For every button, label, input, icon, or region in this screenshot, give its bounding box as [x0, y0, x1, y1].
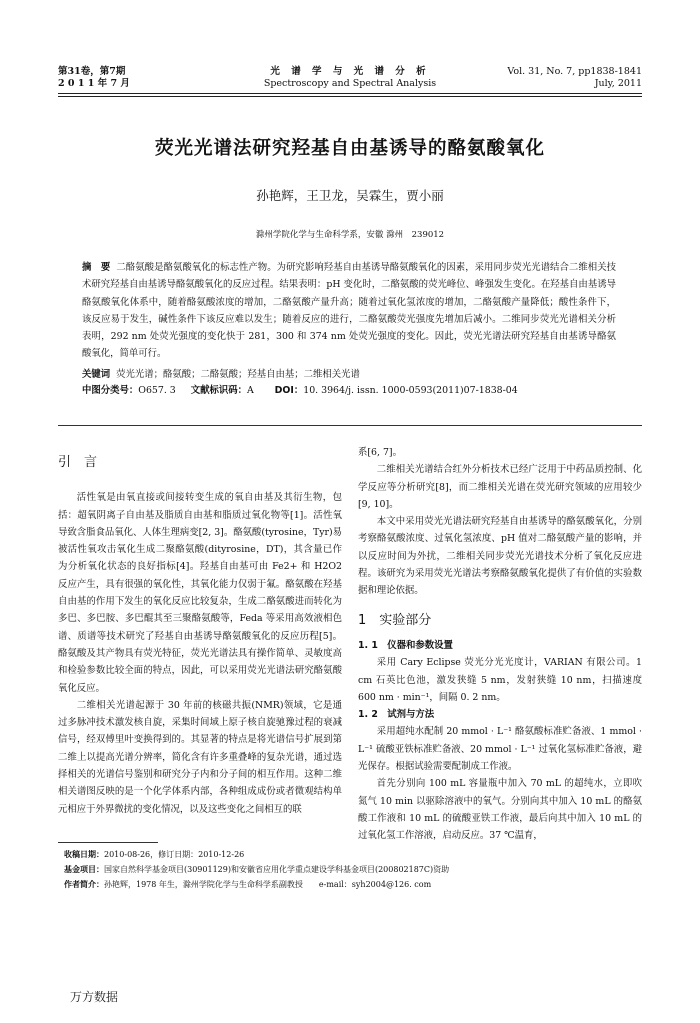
footnote-rule: [58, 842, 158, 843]
fund-info: [64, 862, 644, 877]
doc-code-value: A: [246, 385, 254, 396]
journal-name-en: Spectroscopy and Spectral Analysis: [263, 78, 437, 89]
doi-value: 10. 3964/j. issn. 1000-0593(2011)07-1838-04: [303, 385, 518, 396]
fund-value: 国家自然科学基金项目(30901129)和安徽省应用化学重点建设学科基金项目(200802187C)资助: [104, 865, 450, 874]
author-info-label: 作者简介：: [64, 880, 104, 889]
intro-heading: 引 言: [58, 455, 98, 470]
intro-paragraph-1: 活性氧是由氧直接或间接转变生成的氧自由基及其衍生物，包括：超氧阴离子自由基及脂质自由基和脂质过氧化物等[1]。活性氧导致含脂食品氧化、人体生理病变[2, 3]。酪氨酸(tyrosine，Tyr)易被活性氧攻击氧化生成二聚酪氨酸(dityrosine，DT)，其含量已作为分析氧化状态的良好指标[4]。羟基自由基可由 Fe2+ 和 H2O2 反应产生，具有很强的氧化性，其氧化能力仅弱于氟。酪氨酸在羟基自由基的作用下发生的氧化反应比较复杂，生成二酪氨酸进而转化为多巴、多巴胺、多巴醌其至三聚酪氨酸等，Feda 等采用高效液相色谱、质谱等技术研究了羟基自由基诱导酪氨酸氧化的反应历程[5]。酪氨酸及其产物具有荧光特征，荧光光谱法具有操作简单、灵敏度高和检验参数比较全面的特点，因此，可以采用荧光光谱法研究酪氨酸氧化反应。: [58, 492, 343, 694]
author-list: 孙艳辉，王卫龙，吴霖生，贾小丽: [256, 188, 444, 203]
classification-line: [82, 383, 642, 399]
keywords-label: 关键词: [82, 369, 111, 380]
date-cn: 2 0 1 1 年 7 月: [58, 78, 130, 89]
received-label: 收稿日期：: [64, 850, 104, 859]
section-1-1-heading: 1. 1 仪器和参数设置: [358, 639, 453, 651]
keywords-text: 荧光光谱；酪氨酸；二酪氨酸；羟基自由基；二维相关光谱: [116, 369, 360, 380]
journal-issue-en: [507, 66, 642, 90]
date-en: July, 2011: [594, 78, 642, 89]
abstract-label: 摘 要: [82, 262, 111, 273]
section-1-2-text-1: 采用超纯水配制 20 mmol · L⁻¹ 酪氨酸标准贮备液、1 mmol · L⁻¹ 硫酸亚铁标准贮备液、20 mmol · L⁻¹ 过氧化氢标准贮备液，避光保存。根据试验需要配制成工作液。: [358, 726, 642, 773]
intro-paragraph-3: 二维相关光谱结合红外分析技术已经广泛用于中药品质控制、化学反应等分析研究[8]，而二维相关光谱在荧光研究领域的应用较少[9, 10]。: [358, 464, 642, 510]
affiliation: 滁州学院化学与生命科学系，安徽 滁州 239012: [255, 230, 445, 240]
footnote: [64, 847, 644, 892]
journal-name-cn: 光 谱 学 与 光 谱 分 析: [270, 66, 430, 77]
section-1-2-text-2: 首先分别向 100 mL 容量瓶中加入 70 mL 的超纯水，立即吹氮气 10 min 以驱除溶液中的氧气。分别向其中加入 10 mL 的酪氨酸工作液和 10 mL 的硫酸亚铁工作液，最后向其中加入 10 mL 的过氧化氢工作溶液，启动反应。37 ℃温育，: [358, 778, 642, 842]
right-column: [358, 444, 642, 845]
header-rule-top: [58, 93, 642, 94]
paper-title: 荧光光谱法研究羟基自由基诱导的酪氨酸氧化: [154, 138, 545, 159]
intro-paragraph-4: 本文中采用荧光光谱法研究羟基自由基诱导的酪氨酸氧化，分别考察酪氨酸浓度、过氧化氢浓度、pH 值对二酪氨酸产量的影响，并以反应时间为外扰，二维相关同步荧光光谱技术分析了氧化反应进程。该研究为采用荧光光谱法考察酪氨酸氧化提供了有价值的实验数据和理论依据。: [358, 516, 642, 597]
experimental-heading: 1 实验部分: [358, 612, 432, 628]
keywords-line: [82, 367, 642, 383]
received-value: 2010-08-26，修订日期：2010-12-26: [104, 850, 245, 859]
abstract: [82, 259, 616, 363]
clc-label: 中图分类号：: [82, 385, 139, 396]
volume-cn: 第31卷，第7期: [58, 66, 126, 77]
author-info-value: 孙艳辉，1978 年生，滁州学院化学与生命科学系副教授 e-mail：syh2004@126. com: [104, 880, 432, 889]
source-watermark: 万方数据: [70, 990, 119, 1004]
section-1-1-text: 采用 Cary Eclipse 荧光分光光度计，VARIAN 有限公司。1 cm 石英比色池，激发狭缝 5 nm，发射狭缝 10 nm，扫描速度 600 nm · min⁻¹，间隔 0. 2 nm。: [358, 657, 642, 703]
intro-continuation: 系[6, 7]。: [358, 447, 402, 458]
doi-label: DOI：: [274, 385, 304, 396]
abstract-separator: [58, 425, 642, 426]
abstract-text: 二酪氨酸是酪氨酸氧化的标志性产物。为研究影响羟基自由基诱导酪氨酸氧化的因素，采用同步荧光光谱结合二维相关技术研究羟基自由基诱导酪氨酸氧化的反应过程。结果表明：pH 变化时，二酪氨酸的荧光峰位、峰强发生变化。在羟基自由基诱导酪氨酸氧化体系中，随着酪氨酸浓度的增加，二酪氨酸产量升高；随着过氧化氢浓度的增加，二酪氨酸产量降低；酸性条件下，该反应易于发生，碱性条件下该反应难以发生；随着反应的进行，二酪氨酸荧光强度先增加后减小。二维同步荧光光谱相关分析表明，292 nm 处荧光强度的变化快于 281，300 和 374 nm 处荧光强度的变化。因此，荧光光谱法研究羟基自由基诱导酪氨酸氧化，简单可行。: [82, 262, 616, 360]
header-rule-bottom: [58, 96, 642, 97]
author-info: [64, 877, 644, 892]
clc-value: O657. 3: [138, 385, 176, 396]
volume-en: Vol. 31, No. 7, pp1838-1841: [507, 66, 642, 77]
keywords-block: [82, 367, 642, 399]
intro-paragraph-2: 二维相关光谱起源于 30 年前的核磁共振(NMR)领域，它是通过多脉冲技术激发核自旋，采集时间域上原子核自旋驰豫过程的衰减信号，经双傅里叶变换得到的。其显著的特点是将光谱信号扩展到第二维上以提高光谱分辨率，简化含有许多重叠峰的复杂光谱，通过选择相关的光谱信号鉴别和研究分子内和分子间的相互作用。这种二维相关谱图反映的是一个化学体系内部，各种组成成份或者微观结构单元相应于外界微扰的变化情况，以及这些变化之间相互的联: [58, 699, 342, 815]
doc-code-label: 文献标识码：: [190, 385, 247, 396]
section-1-2-heading: 1. 2 试剂与方法: [358, 709, 435, 721]
fund-label: 基金项目：: [64, 865, 104, 874]
received-dates: [64, 847, 644, 862]
left-column: [58, 454, 342, 818]
